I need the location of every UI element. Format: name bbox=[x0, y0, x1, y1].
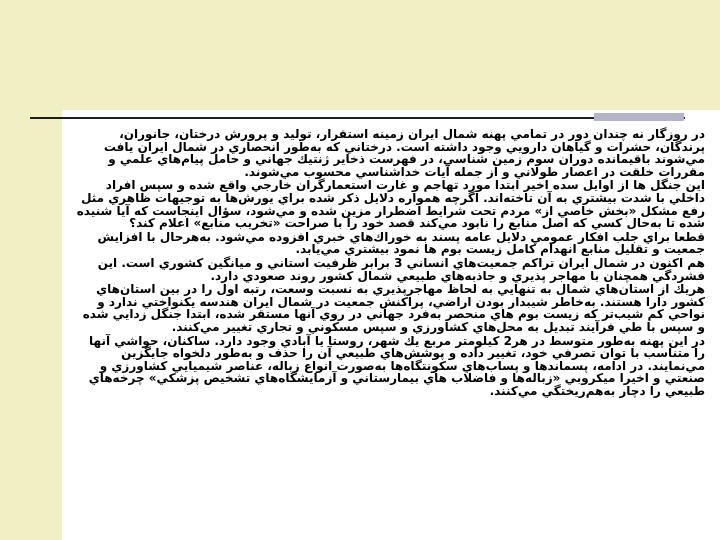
left-decorative-bar bbox=[0, 0, 62, 540]
paragraph-2: اين جنگل ها از اوايل سده اخير ابتدا مورد تهاجم و غارت استعمارگران خارجي واقع شده و سپس افراد داخلي با شدت بيشتري به آن تاخته‌اند. اگرچه همواره دلايل ذكر شده براي يورش‌ها به توجيهات ظاهري مثل رفع مشكل «بخش خاصي از» مردم تحت شرايط اضطرار مزين شده و مي‌شود، سؤال اينجاست كه آيا شنيده شده تا به‌حال كسي كه اصل منابع را نابود مي‌كند قصد خود را با صراحت «تخريب منابع» اعلام كند؟ bbox=[76, 178, 705, 231]
slide-body-text bbox=[75, 128, 705, 533]
paragraph-4: هم اكنون در شمال ايران تراكم جمعيت‌هاي انساني 3 برابر ظرفيت استاني و ميانگين كشوري است. اين فشردگي همچنان با مهاجر پذيري و جاذبه‌هاي طبيعي شمال كشور روند صعودي دارد. bbox=[97, 255, 705, 283]
paragraph-3: قطعا براي جلب افكار عمومي دلايل عامه پسند به خوراك‌هاي خبري افزوده مي‌شود. به‌هرحال با افزايش جمعيت و تقليل منابع انهدام كامل زيست بوم ها نمود بيشتري مي‌يابد. bbox=[97, 229, 705, 257]
paragraph-6: در اين پهنه به‌طور متوسط در هر2 كيلومتر مربع يك شهر، روستا يا آبادي وجود دارد. ساكنان، حواشي آنها را متناسب با توان تصرفي خود، تغيير داده و پوشش‌هاي طبيعي آن را حذف و به‌طور دلخواه جايگزين مي‌نمايند. در ادامه، پسماندها و پساب‌هاي سكونتگاه‌ها به‌صورت انواع زباله، عناصر شيميايي كشاورزي و صنعتي و اخيرا ميكروبي «زباله‌ها و فاضلاب هاي بيمارستاني و آزمايشگاه‌هاي تشخيص پزشكي» چرخه‌هاي طبيعي را دچار به‌هم‌ريختگي مي‌كنند. bbox=[88, 333, 705, 398]
title-divider-line bbox=[30, 117, 685, 119]
paragraph-5: هريك از استان‌هاي شمال به تنهايي به لحاظ مهاجرپذيري به نسبت وسعت، رتبه اول را در بين استان‌هاي كشور دارا هستند. به‌خاطر شيبدار بودن اراضي، پراكنش جمعيت در شمال ايران هندسه يكنواختي ندارد و نواحي كم شيب‌تر كه زيست بوم هاي منحصر به‌فرد جهاني در روي آنها مستقر شده، ابتدا جنگل زدايي شده و سپس با طي فرآيند تبديل به محل‌هاي كشاورزي و سپس مسكوني و تجاري تغيير مي‌كنند. bbox=[82, 282, 705, 334]
accent-bar bbox=[594, 113, 684, 121]
top-decorative-band bbox=[62, 0, 720, 110]
paragraph-1: در روزگار نه چندان دور در تمامي پهنه شمال ايران زمينه استقرار، توليد و پرورش درختان، جانوران، پرندگان، حشرات و گياهان دارويي وجود داشته است. درختاني كه به‌طور انحصاري در شمال ايران يافت مي‌شوند باقيمانده دوران سوم زمين شناسي، در فهرست ذخاير ژنتيك جهاني و حامل پيام‌هاي علمي و مقررات خلقت در اعصار طولاني و از جمله آيات خداشناسي محسوب مي‌شوند. bbox=[103, 127, 705, 179]
